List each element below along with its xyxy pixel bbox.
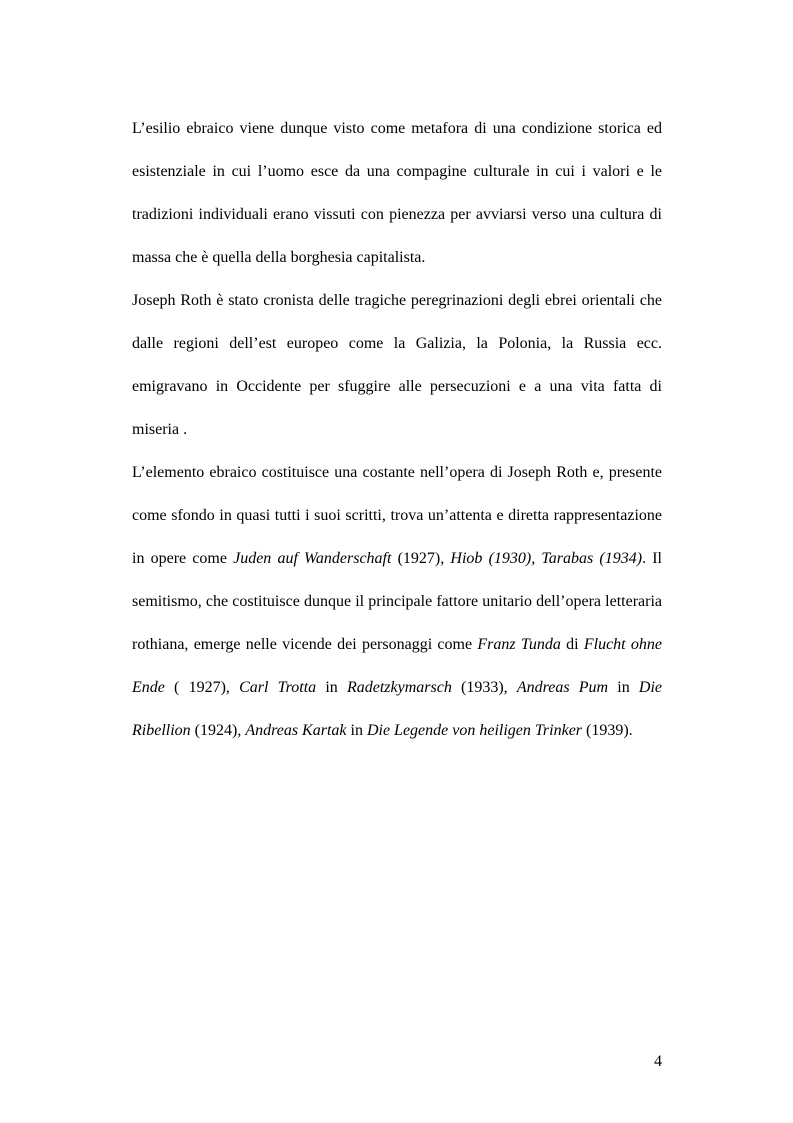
text-segment: in xyxy=(316,679,347,696)
italic-title-segment: Die Legende von heiligen Trinker xyxy=(366,722,583,739)
italic-title-segment: Radetzkymarsch xyxy=(346,679,452,696)
text-segment: L’elemento ebraico costituisce una costante nell’opera di Joseph Roth e, presente come sfondo in quasi tutti i suoi scritti, trova un’attenta e diretta rappresentazione in opere come xyxy=(132,464,662,567)
italic-title-segment: Die Ribellion xyxy=(132,679,663,739)
italic-title-segment: Hiob (1930), Tarabas (1934) xyxy=(450,550,643,567)
page-number: 4 xyxy=(654,1053,662,1070)
paragraph-1 xyxy=(132,107,662,279)
text-segment: ( 1927), xyxy=(164,679,240,696)
text-segment: (1939). xyxy=(582,722,633,739)
italic-title-segment: Andreas Pum xyxy=(516,679,609,696)
italic-title-segment: Juden auf Wanderschaft xyxy=(233,550,392,567)
italic-title-segment: Flucht ohne Ende xyxy=(132,636,662,696)
body-text xyxy=(132,107,662,752)
text-segment: (1924), xyxy=(190,722,246,739)
paragraph-3 xyxy=(132,451,662,752)
italic-title-segment: Franz Tunda xyxy=(477,636,561,653)
text-segment: (1933), xyxy=(451,679,517,696)
italic-title-segment: Carl Trotta xyxy=(239,679,317,696)
text-segment: di xyxy=(560,636,584,653)
paragraph-2 xyxy=(132,279,662,451)
text-segment: (1927), xyxy=(391,550,451,567)
text-segment: L’esilio ebraico viene dunque visto come metafora di una condizione storica ed esistenziale in cui l’uomo esce da una compagine culturale in cui i valori e le tradizioni individuali erano vissuti con pienezza per avviarsi verso una cultura di massa che è quella della borghesia capitalista. xyxy=(132,120,662,266)
italic-title-segment: Andreas Kartak xyxy=(245,722,347,739)
text-segment: in xyxy=(608,679,639,696)
text-segment: in xyxy=(346,722,367,739)
text-segment: Joseph Roth è stato cronista delle tragiche peregrinazioni degli ebrei orientali che dalle regioni dell’est europeo come la Galizia, la Polonia, la Russia ecc. emigravano in Occidente per sfuggire alle persecuzioni e a una vita fatta di miseria . xyxy=(132,292,662,438)
text-segment: . Il semitismo, che costituisce dunque il principale fattore unitario dell’opera letteraria rothiana, emerge nelle vicende dei personaggi come xyxy=(132,550,663,653)
